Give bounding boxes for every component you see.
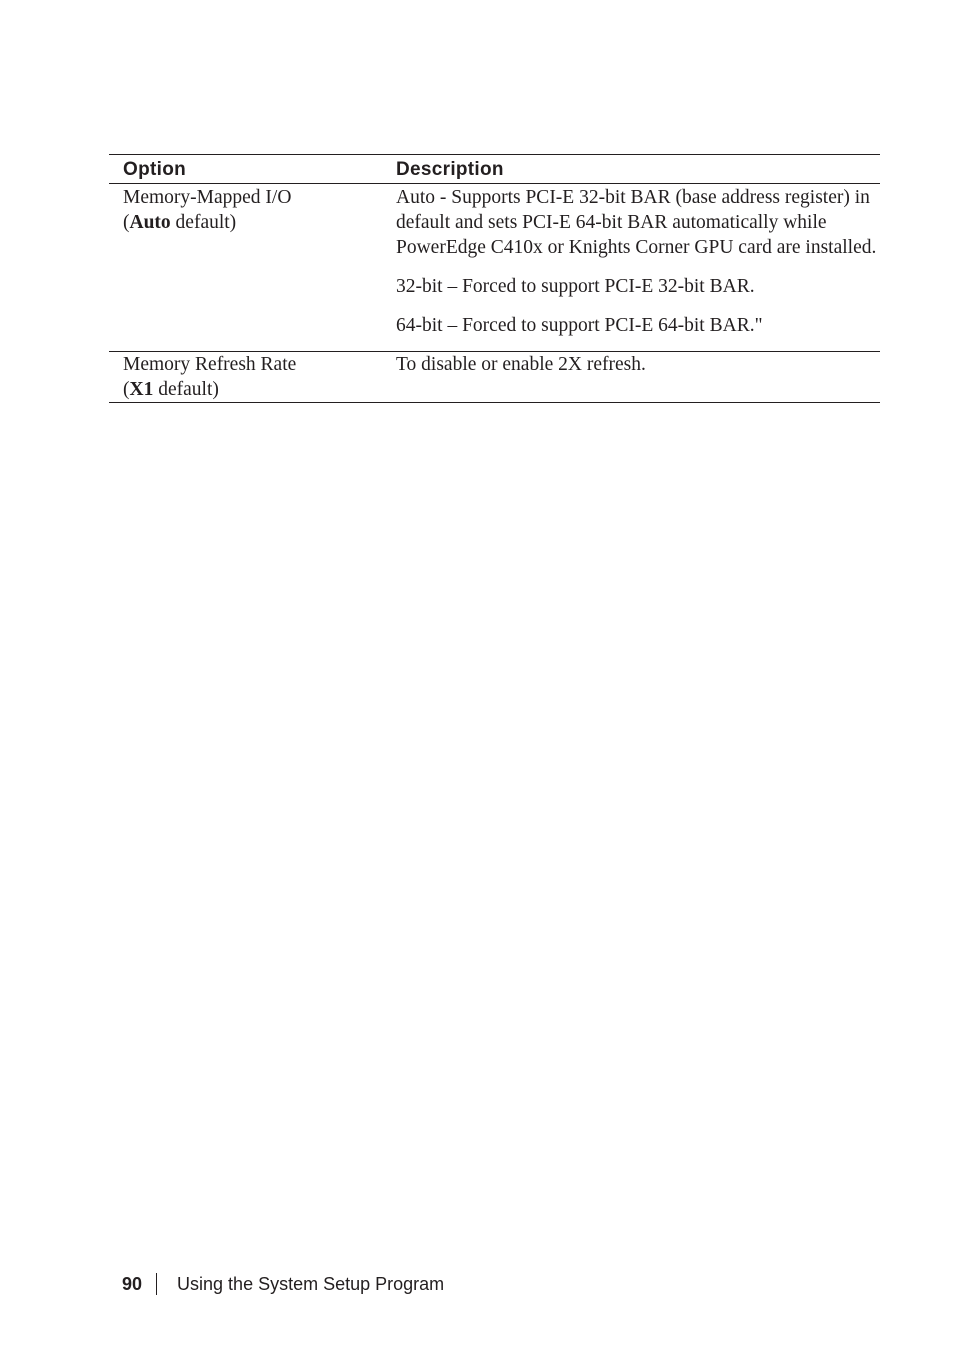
option-header-label: Option [123,159,187,180]
option-name: Memory-Mapped I/O [123,187,292,208]
description-paragraph: To disable or enable 2X refresh. [396,354,646,375]
option-default-value: Auto [129,212,171,233]
option-column-header [109,155,396,184]
table-header-row [109,155,880,184]
page-footer [122,1272,444,1296]
description-paragraph: Auto - Supports PCI-E 32-bit BAR (base address register) in default and sets PCI-E 64-bit BAR automatically while PowerEdge C410x or Knights Corner GPU card are installed. [396,187,877,258]
option-default-value: X1 [129,379,154,400]
option-default: (Auto default) [123,212,237,233]
description-column-header: Description [396,155,880,184]
option-default: (X1 default) [123,379,219,400]
footer-section-title: Using the System Setup Program [177,1274,445,1294]
option-table [109,154,880,403]
description-paragraph: 32-bit – Forced to support PCI-E 32-bit BAR. [396,276,755,297]
option-cell [109,184,396,352]
footer-separator [156,1273,157,1295]
option-name: Memory Refresh Rate [123,354,297,375]
description-cell [396,352,880,403]
option-cell [109,352,396,403]
page-number: 90 [122,1274,143,1294]
table-row [109,352,880,403]
description-paragraph: 64-bit – Forced to support PCI-E 64-bit BAR." [396,315,763,336]
table-row [109,184,880,352]
description-cell [396,184,880,352]
